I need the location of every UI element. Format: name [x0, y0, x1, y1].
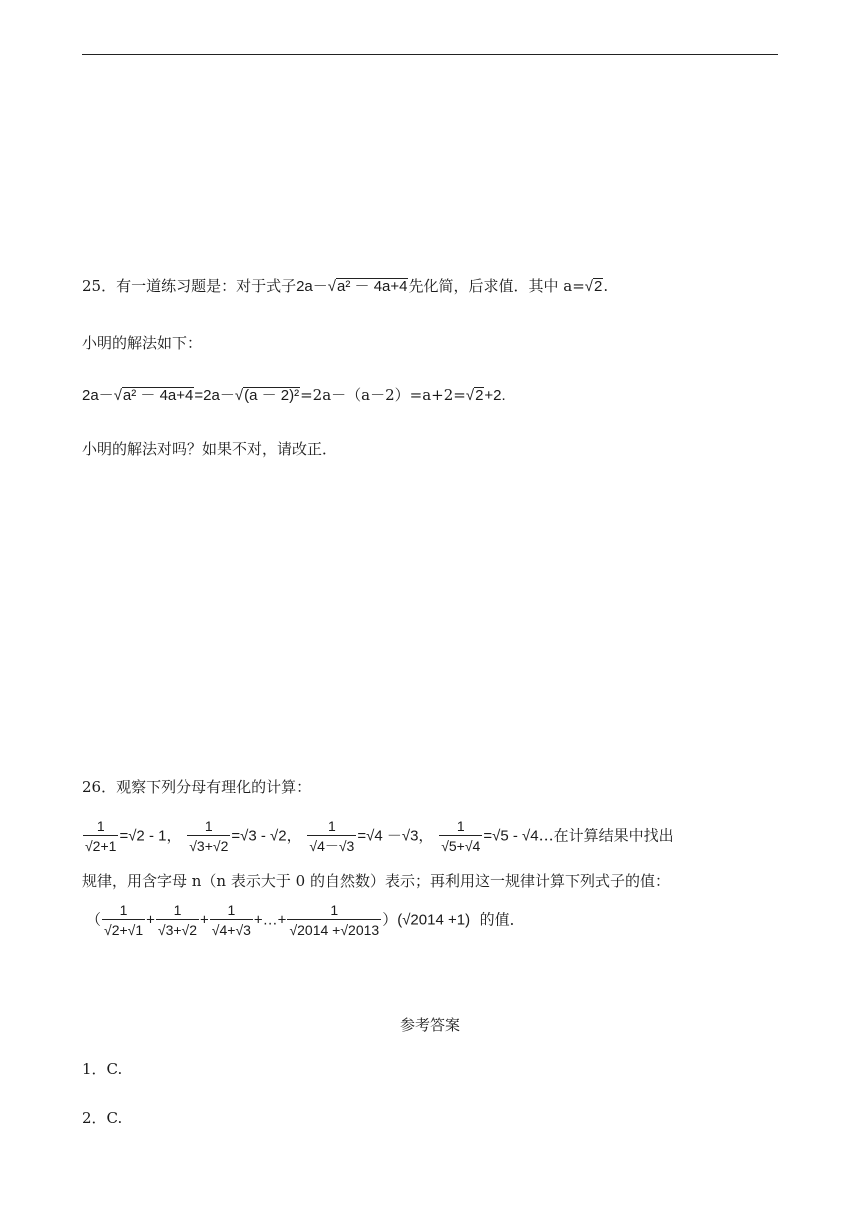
radical-sign-icon: √ — [113, 387, 122, 404]
fraction: $\frac{1}{√5+√4}$ — [441, 818, 481, 854]
radical-expression: √a² － 4a+4 — [113, 387, 194, 404]
fraction: $\frac{1}{√2+√1}$ — [104, 902, 144, 938]
q26-examples: $\frac{1}{√2+1}$ =√2 - 1， $\frac{1}{√3+√2}$ =√3 - √2， $\frac{1}{√4-√3}$ =√4 －√3， $\frac{1}{√5+√4}$ =√5 - √4…在计算结果中找出 — [85, 818, 674, 854]
answers-title: 参考答案 — [399, 1016, 460, 1034]
radical-sign-icon: √ — [327, 278, 337, 295]
radical-sign-icon: √ — [234, 387, 244, 404]
radical-a-value: √2 — [584, 278, 603, 295]
answer-item: 2．C. — [82, 1109, 123, 1127]
fraction: $\frac{1}{√2014 +√2013}$ — [289, 902, 380, 938]
fraction: $\frac{1}{√4+√3}$ — [211, 902, 251, 938]
radical-expression: √2 — [465, 387, 484, 404]
q26-sum-expression: （ $\frac{1}{√2+√1}$ + $\frac{1}{√3+√2}$ + $\frac{1}{√4+√3}$ +…+ $\frac{1}{√2014 +√2013}$ ）(√2014 +1) 的值． — [86, 902, 525, 938]
q26-intro: 26．观察下列分母有理化的计算： — [82, 778, 312, 796]
expr-lead: 2a－ — [296, 278, 328, 295]
q25-statement: 25．有一道练习题是：对于式子2a－√a² － 4a+4先化简，后求值．其中 a=√2. — [82, 275, 608, 298]
radical-expression: √a² － 4a+4 — [327, 278, 408, 295]
q25-question: 小明的解法对吗？如果不对，请改正． — [82, 440, 338, 458]
radical-expression: √(a － 2)² — [234, 387, 300, 404]
q26-rule-text: 规律，用含字母 n（n 表示大于 0 的自然数）表示；再利用这一规律计算下列式子的值： — [82, 872, 670, 890]
fraction: $\frac{1}{√4-√3}$ — [309, 818, 355, 854]
header-rule — [82, 54, 778, 55]
fraction: $\frac{1}{√2+1}$ — [85, 818, 117, 854]
fraction: $\frac{1}{√3+√2}$ — [189, 818, 229, 854]
fraction: $\frac{1}{√3+√2}$ — [157, 902, 198, 938]
radical-sign-icon: √ — [465, 387, 475, 404]
radical-sign-icon: √ — [584, 278, 593, 295]
q25-solution-intro: 小明的解法如下： — [82, 334, 203, 352]
q25-solution: 2a－√a² － 4a+4=2a－√(a － 2)²=2a－（a－2）=a+2=√2+2. — [82, 384, 506, 407]
answer-item: 1．C. — [82, 1060, 123, 1078]
